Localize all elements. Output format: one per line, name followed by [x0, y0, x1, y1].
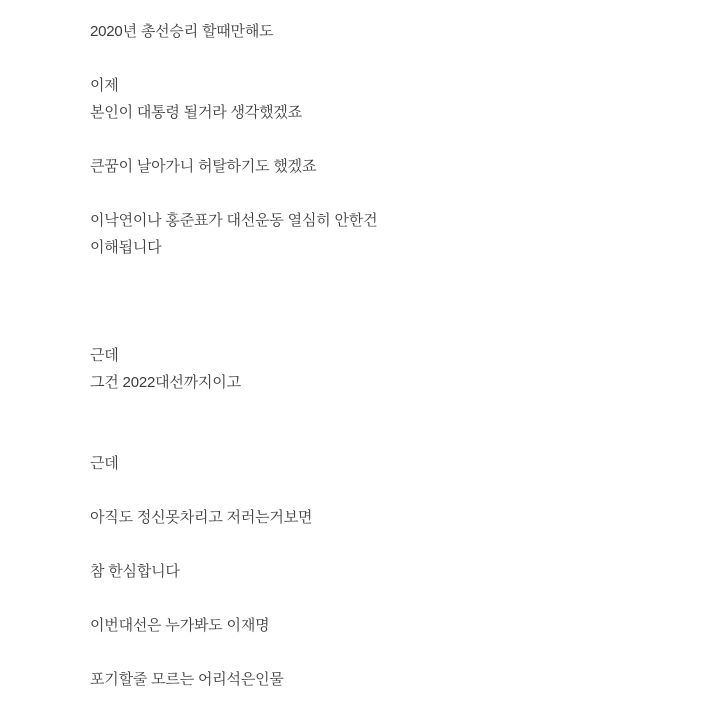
- post-blank-line: [90, 261, 677, 288]
- post-blank-line: [90, 180, 677, 207]
- post-blank-line: [90, 639, 677, 666]
- post-blank-line: [90, 315, 677, 342]
- post-text-line: 이낙연이나 홍준표가 대선운동 열심히 안한건: [90, 212, 378, 229]
- post-text-line: 본인이 대통령 될거라 생각했겠죠: [90, 104, 302, 121]
- post-text-line: 아직도 정신못차리고 저러는거보면: [90, 509, 313, 526]
- post-text-line: 2020년 총선승리 할때만해도: [90, 23, 274, 40]
- post-blank-line: [90, 396, 677, 423]
- post-text-line: 이해됩니다: [90, 239, 162, 256]
- post-blank-line: [90, 45, 677, 72]
- post-text-line: 근데: [90, 347, 119, 364]
- post-text-line: 근데: [90, 455, 119, 472]
- post-blank-line: [90, 531, 677, 558]
- post-blank-line: [90, 585, 677, 612]
- post-blank-line: [90, 423, 677, 450]
- post-blank-line: [90, 288, 677, 315]
- post-blank-line: [90, 126, 677, 153]
- post-text-line: 참 한심합니다: [90, 563, 180, 580]
- post-text-line: 그건 2022대선까지이고: [90, 374, 241, 391]
- post-text-line: 큰꿈이 날아가니 허탈하기도 했겠죠: [90, 158, 317, 175]
- post-text-line: 포기할줄 모르는 어리석은인물: [90, 671, 284, 688]
- post-text-line: 이번대선은 누가봐도 이재명: [90, 617, 270, 634]
- post-blank-line: [90, 477, 677, 504]
- post-text-line: 이제: [90, 77, 119, 94]
